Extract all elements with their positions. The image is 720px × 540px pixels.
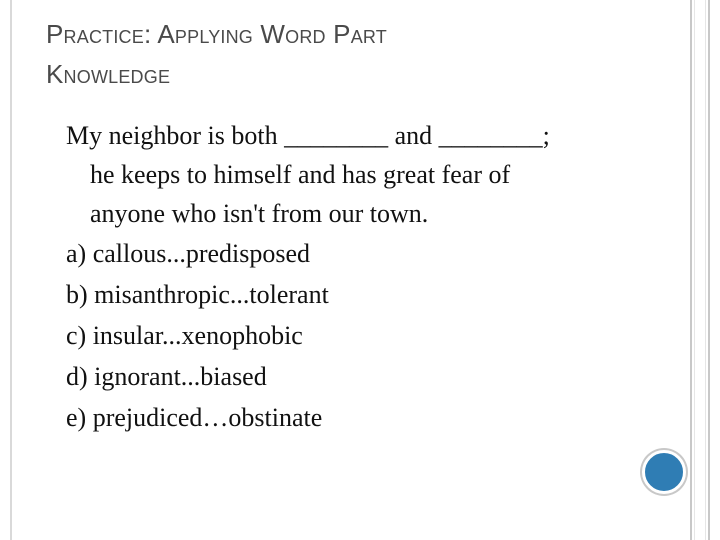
left-border-line: [10, 0, 12, 540]
decorative-circle: [642, 450, 686, 494]
slide-title: [46, 14, 646, 94]
option-c: c) insular...xenophobic: [66, 321, 303, 350]
slide-body: [66, 116, 646, 438]
title-line-1: Practice: Applying Word Part: [46, 19, 387, 49]
right-decorative-band-inner: [694, 0, 706, 540]
title-line-2: Knowledge: [46, 59, 171, 89]
option-e: e) prejudiced…obstinate: [66, 403, 323, 432]
answer-options: [66, 233, 646, 438]
option-b: b) misanthropic...tolerant: [66, 280, 329, 309]
option-a: a) callous...predisposed: [66, 239, 311, 268]
option-d: d) ignorant...biased: [66, 362, 267, 391]
question-line-1: My neighbor is both ________ and ________;: [66, 121, 550, 150]
question-text: [66, 116, 646, 233]
question-line-3: anyone who isn't from our town.: [90, 199, 429, 228]
question-line-2: he keeps to himself and has great fear of: [90, 160, 511, 189]
